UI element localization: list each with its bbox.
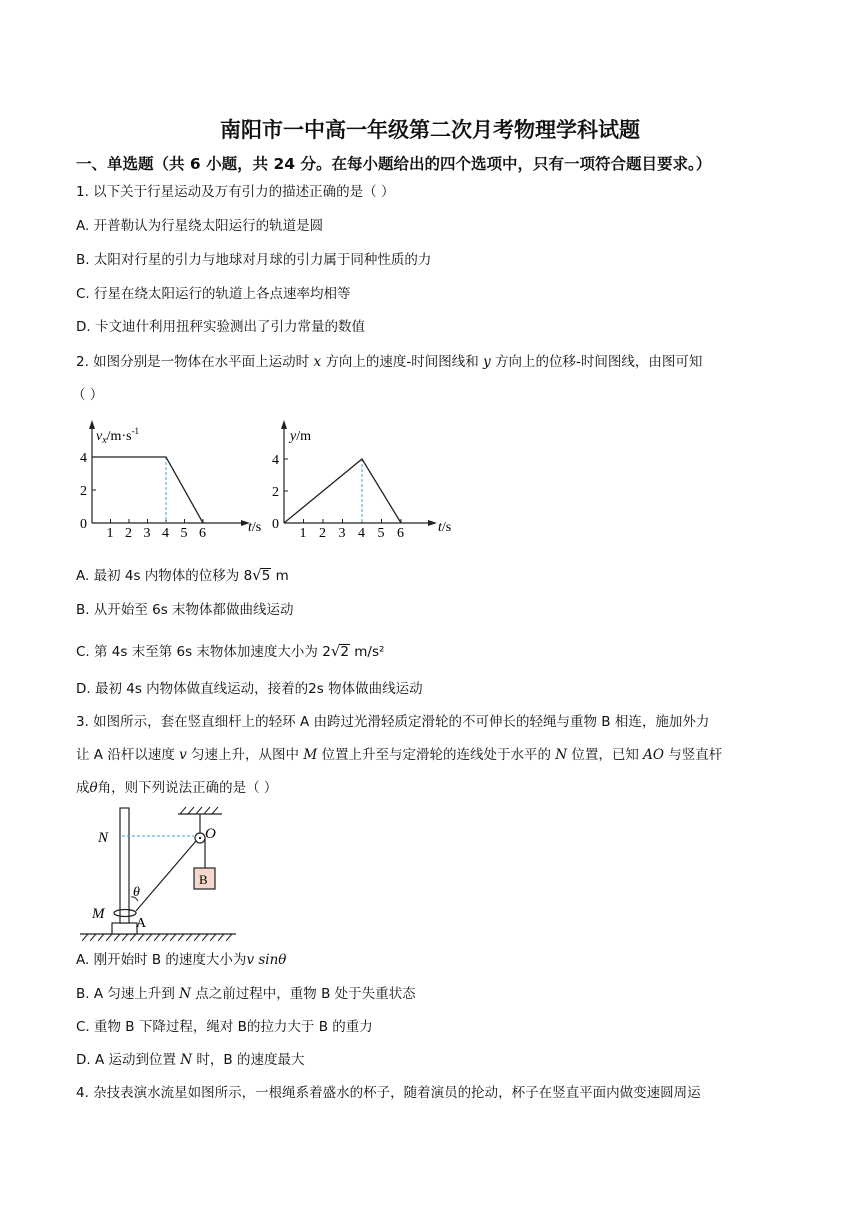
q3-text-3: 位置上升至与定滑轮的连线处于水平的 xyxy=(317,747,556,763)
q2-option-a-text: A. 最初 4s 内物体的位移为 8 xyxy=(76,568,253,584)
ceiling-hatching xyxy=(180,807,218,814)
q3-option-d-n: N xyxy=(180,1052,193,1068)
q3-option-d-text-1: D. A 运动到位置 xyxy=(76,1052,181,1068)
radical-sign: √ xyxy=(330,642,341,660)
y-tick-label: 0 xyxy=(80,517,87,532)
label-m: M xyxy=(92,906,105,922)
y-tick-label: 4 xyxy=(80,451,87,466)
q2-option-c-radicand: 2 xyxy=(340,644,349,660)
y-tick-label: 2 xyxy=(80,484,87,499)
rod-base xyxy=(112,923,137,934)
label-n: N xyxy=(98,830,109,846)
q3-stem-line1: 3. 如图所示，套在竖直细杆上的轻环 A 由跨过光滑轻质定滑轮的不可伸长的轻绳与重物 B 相连，施加外力 xyxy=(76,714,710,730)
q2-stem xyxy=(76,353,702,371)
x-tick-label: 4 xyxy=(162,526,169,540)
q3-text-5: 与竖直杆 xyxy=(664,747,723,763)
label-a: A xyxy=(136,916,147,931)
series-line xyxy=(284,459,401,523)
q2-option-a-unit: m xyxy=(271,568,289,584)
q3-option-b-text-1: B. A 匀速上升到 xyxy=(76,986,180,1002)
q3-option-a-text: A. 刚开始时 B 的速度大小为 xyxy=(76,952,247,968)
q1-option-c: C. 行星在绕太阳运行的轨道上各点速率均相等 xyxy=(76,286,351,302)
x-tick-label: 1 xyxy=(299,526,307,540)
q3-var-theta: θ xyxy=(89,780,98,796)
q3-option-b-text-2: 点之前过程中，重物 B 处于失重状态 xyxy=(190,986,416,1002)
vx-t-chart xyxy=(80,420,261,540)
vx-t-axis-label: t/s xyxy=(248,520,262,535)
q3-pulley-figure xyxy=(76,805,246,941)
y-t-axis-label: t/s xyxy=(438,520,452,535)
q2-option-a xyxy=(76,566,289,585)
x-tick-label: 2 xyxy=(319,526,326,540)
q3-text-2: 匀速上升，从图中 xyxy=(186,747,304,763)
q2-option-b: B. 从开始至 6s 末物体都做曲线运动 xyxy=(76,602,294,618)
label-b: B xyxy=(199,872,208,887)
x-tick-label: 1 xyxy=(106,526,114,540)
x-tick-label: 6 xyxy=(199,526,206,540)
q3-stem-line3 xyxy=(76,779,277,797)
y-axis-label: y/m xyxy=(290,429,311,444)
q3-var-m: M xyxy=(303,747,318,763)
q2-option-a-radicand: 5 xyxy=(261,568,271,584)
q4-stem: 4. 杂技表演水流星如图所示，一根绳系着盛水的杯子，随着演员的抡动，杯子在竖直平面内做变速圆周运 xyxy=(76,1085,701,1101)
x-tick-label: 5 xyxy=(180,526,188,540)
q3-option-b-n: N xyxy=(179,986,191,1002)
q1-option-a: A. 开普勒认为行星绕太阳运行的轨道是圆 xyxy=(76,218,324,234)
q2-stem-x: x xyxy=(313,354,322,370)
q3-text-7: 角，则下列说法正确的是（ ） xyxy=(97,780,278,796)
label-theta: θ xyxy=(133,885,140,900)
series-line xyxy=(92,457,203,523)
q1-stem: 1. 以下关于行星运动及万有引力的描述正确的是（ ） xyxy=(76,184,395,200)
q3-option-a-math: v sinθ xyxy=(246,952,287,968)
q3-var-ao: AO xyxy=(643,747,664,763)
rope-ao xyxy=(136,841,196,911)
x-tick-label: 4 xyxy=(358,526,365,540)
q2-stem-paren: （ ） xyxy=(72,387,104,403)
y-t-chart xyxy=(272,420,451,540)
q3-option-a xyxy=(76,951,286,969)
q2-charts xyxy=(70,418,470,540)
q3-option-b xyxy=(76,985,416,1003)
q3-text-4: 位置，已知 xyxy=(567,747,644,763)
radical-sign: √ xyxy=(252,566,262,584)
q3-stem-line2 xyxy=(76,746,722,764)
q2-stem-text-1: 2. 如图分别是一物体在水平面上运动时 xyxy=(76,354,314,370)
vx-axis-label: $v_x/m\cdot s^{-1}$ xyxy=(96,426,140,446)
q3-text-1: 让 A 沿杆以速度 xyxy=(76,747,180,763)
label-o: O xyxy=(205,826,216,842)
q2-option-c xyxy=(76,642,384,661)
q2-stem-text-2: 方向上的速度-时间图线和 xyxy=(321,354,484,370)
q3-option-c: C. 重物 B 下降过程，绳对 B的拉力大于 B 的重力 xyxy=(76,1019,373,1035)
q3-option-d xyxy=(76,1051,304,1069)
q1-option-d: D. 卡文迪什利用扭秤实验测出了引力常量的数值 xyxy=(76,319,365,335)
ground-hatching xyxy=(82,934,232,941)
y-tick-label: 4 xyxy=(272,453,279,468)
q3-option-d-text-2: 时，B 的速度最大 xyxy=(192,1052,305,1068)
x-tick-label: 2 xyxy=(125,526,132,540)
x-tick-label: 6 xyxy=(397,526,404,540)
q3-text-6: 成 xyxy=(76,780,90,796)
x-tick-label: 5 xyxy=(377,526,385,540)
vertical-rod xyxy=(120,808,129,923)
y-tick-label: 0 xyxy=(272,517,279,532)
q3-var-v: v xyxy=(179,747,187,763)
q2-option-c-text: C. 第 4s 末至第 6s 末物体加速度大小为 2 xyxy=(76,644,331,660)
q2-option-d: D. 最初 4s 内物体做直线运动，接着的2s 物体做曲线运动 xyxy=(76,681,423,697)
x-tick-label: 3 xyxy=(143,526,151,540)
y-tick-label: 2 xyxy=(272,485,279,500)
x-tick-label: 3 xyxy=(338,526,346,540)
section-heading: 一、单选题（共 6 小题，共 24 分。在每小题给出的四个选项中，只有一项符合题目要求。） xyxy=(76,155,712,173)
page-title: 南阳市一中高一年级第二次月考物理学科试题 xyxy=(220,118,640,142)
q2-option-c-unit: m/s² xyxy=(349,644,385,660)
q2-stem-y: y xyxy=(483,354,491,370)
q3-var-n: N xyxy=(555,747,568,763)
q2-stem-text-3: 方向上的位移-时间图线，由图可知 xyxy=(490,354,703,370)
q1-option-b: B. 太阳对行星的引力与地球对月球的引力属于同种性质的力 xyxy=(76,252,432,268)
